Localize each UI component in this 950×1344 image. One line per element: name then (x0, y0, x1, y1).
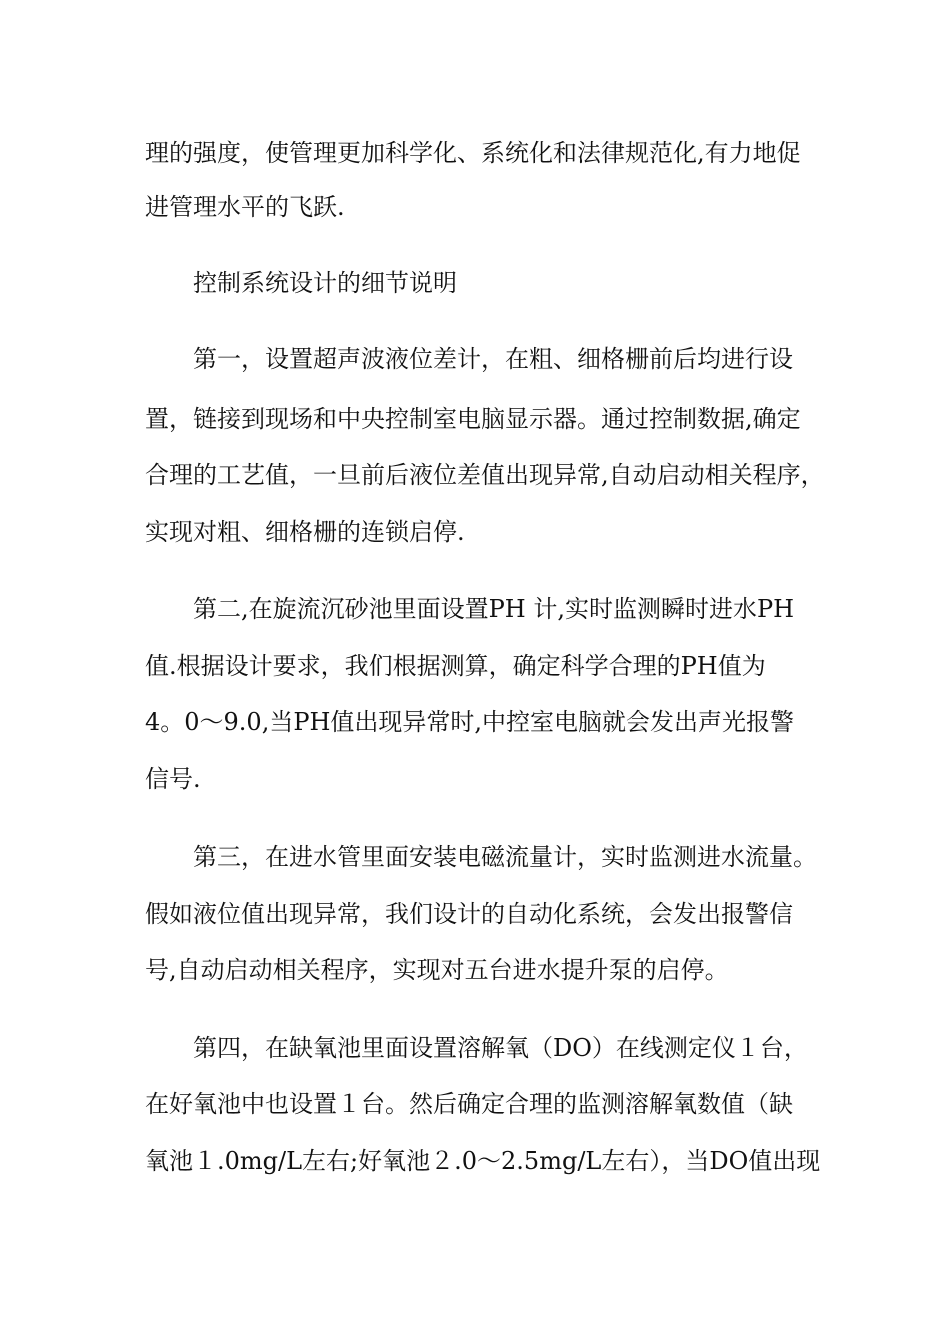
body-text-line: 4。0～9.0,当PH值出现异常时,中控室电脑就会发出声光报警 (145, 708, 795, 736)
body-text-line: 值.根据设计要求，我们根据测算，确定科学合理的PH值为 (145, 652, 766, 680)
body-text-line: 进管理水平的飞跃. (145, 193, 345, 221)
body-text-line: 假如液位值出现异常，我们设计的自动化系统，会发出报警信 (145, 900, 793, 928)
body-text-line: 信号. (145, 765, 201, 793)
body-text-line: 第四，在缺氧池里面设置溶解氧（DO）在线测定仪１台， (193, 1034, 808, 1062)
body-text-line: 号,自动启动相关程序，实现对五台进水提升泵的启停。 (145, 956, 729, 984)
body-text-line: 置，链接到现场和中央控制室电脑显示器。通过控制数据,确定 (145, 405, 801, 433)
body-text-line: 实现对粗、细格栅的连锁启停. (145, 518, 465, 546)
section-heading: 控制系统设计的细节说明 (193, 269, 457, 297)
body-text-line: 第一，设置超声波液位差计，在粗、细格栅前后均进行设 (193, 345, 793, 373)
body-text-line: 第二,在旋流沉砂池里面设置PH 计,实时监测瞬时进水PH (193, 595, 795, 623)
body-text-line: 在好氧池中也设置１台。然后确定合理的监测溶解氧数值（缺 (145, 1090, 793, 1118)
body-text-line: 理的强度，使管理更加科学化、系统化和法律规范化,有力地促 (145, 139, 801, 167)
body-text-line: 合理的工艺值，一旦前后液位差值出现异常,自动启动相关程序， (145, 461, 825, 489)
body-text-line: 氧池１.0mg/L左右;好氧池２.0～2.5mg/L左右），当DO值出现 (145, 1147, 821, 1175)
body-text-line: 第三，在进水管里面安装电磁流量计，实时监测进水流量。 (193, 843, 817, 871)
